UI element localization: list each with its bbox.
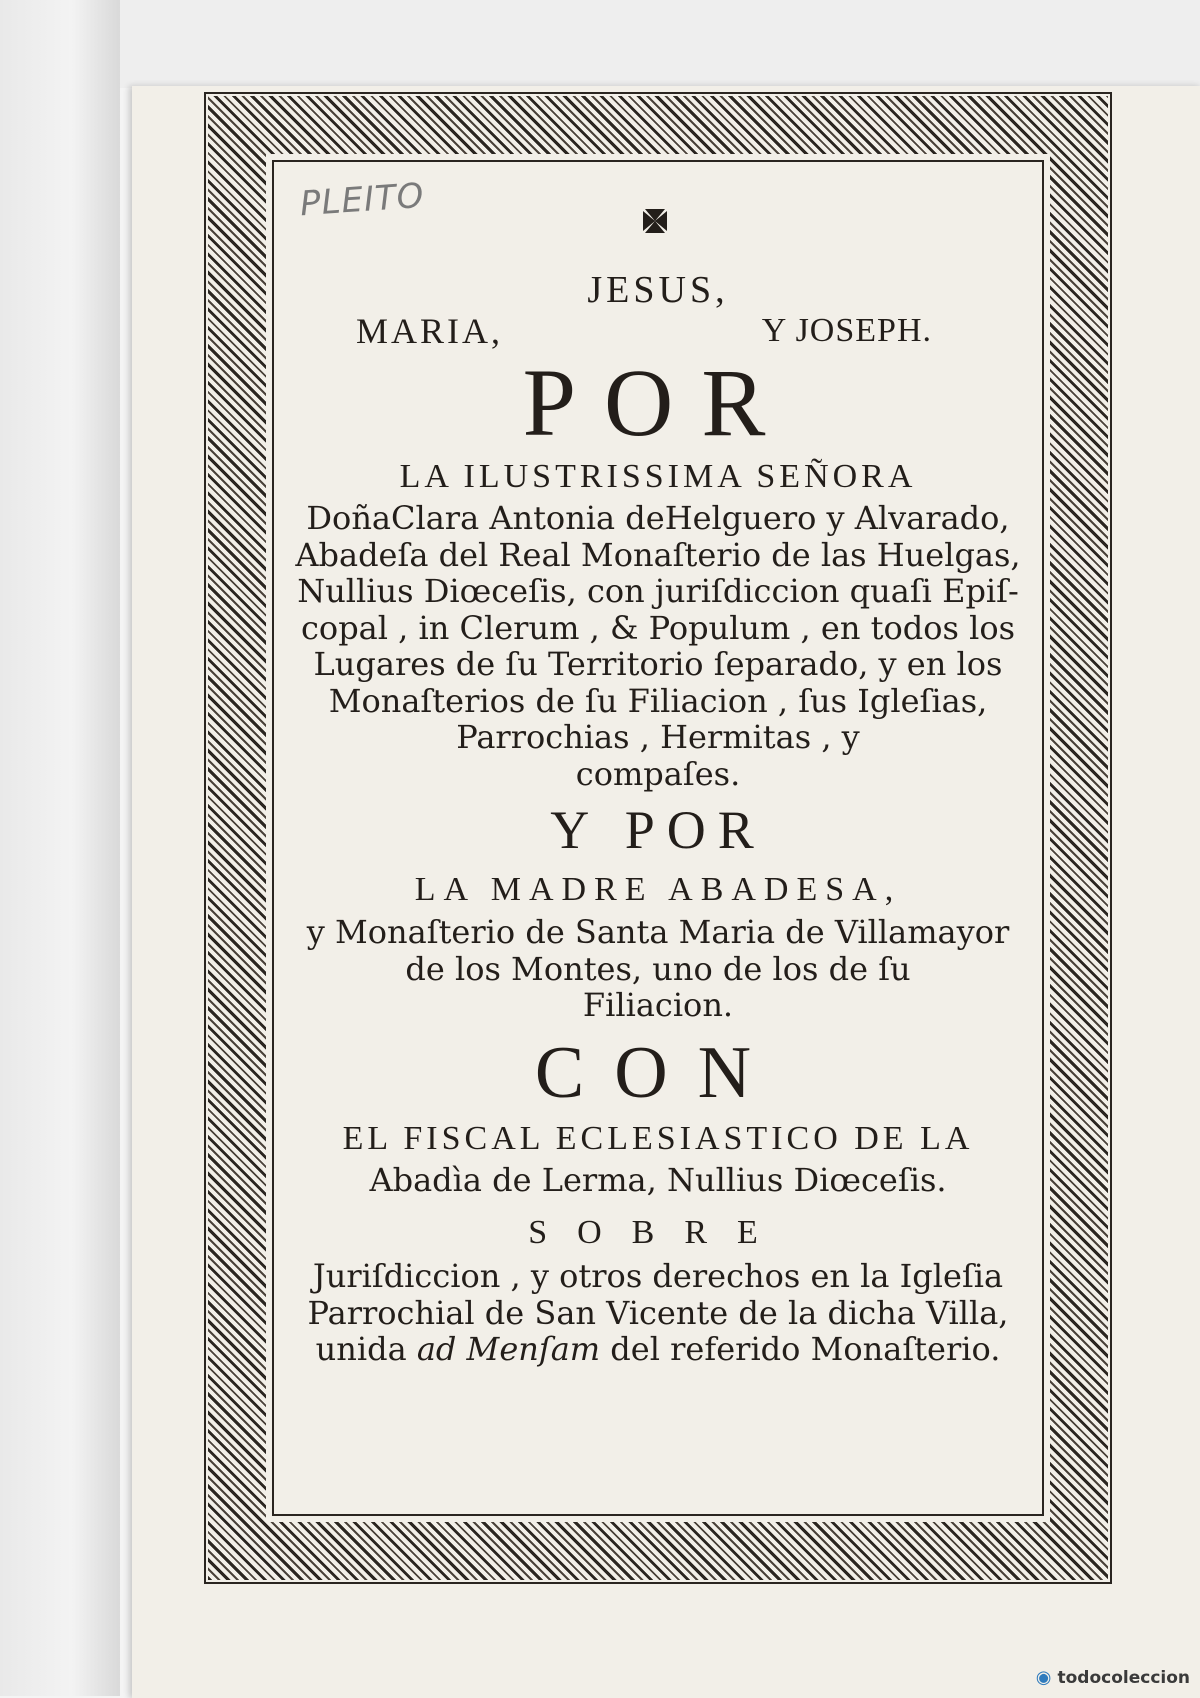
second-party-block xyxy=(276,914,1040,1024)
text-line-final xyxy=(276,1331,1040,1368)
text-line: Abadeſa del Real Monaſterio de las Huelgas, xyxy=(295,535,1021,574)
invocation xyxy=(276,250,1040,350)
text-line: DoñaClara Antonia deHelguero y Alvarado, xyxy=(306,499,1010,537)
text-fragment: del referido Monaſterio. xyxy=(600,1330,1001,1368)
opponent-line: Abadìa de Lerma, Nullius Diœceſis. xyxy=(369,1160,947,1199)
text-line: compaſes. xyxy=(575,754,741,793)
title-page-text xyxy=(276,250,1040,1368)
watermark-text: todocoleccion xyxy=(1057,1668,1190,1688)
book-binding xyxy=(0,0,120,1696)
text-line: y Monaſterio de Santa Maria de Villamayor xyxy=(306,913,1010,951)
text-line: Nullius Diœceſis, con juriſdiccion quaſi Epiſ- xyxy=(297,572,1019,610)
heading-sobre: SOBRE xyxy=(528,1214,788,1251)
invocation-jesus: JESUS, xyxy=(587,269,729,311)
text-line: Parrochial de San Vicente de la dicha Villa, xyxy=(307,1293,1009,1332)
party-title: LA ILUSTRISSIMA SEÑORA xyxy=(399,458,917,495)
first-party-block xyxy=(276,500,1040,792)
latin-phrase: ad Menſam xyxy=(416,1330,601,1368)
background-top xyxy=(0,0,1200,88)
invocation-joseph: Y JOSEPH. xyxy=(761,312,932,349)
maltese-cross-icon xyxy=(640,206,670,236)
text-line: Monaſterios de ſu Filiacion , ſus Igleſias, xyxy=(328,681,988,720)
heading-y-por: Y POR xyxy=(550,800,766,860)
watermark xyxy=(1036,1667,1190,1688)
handwritten-note: PLEITO xyxy=(298,175,426,225)
text-line: copal , in Clerum , & Populum , en todos los xyxy=(301,608,1015,647)
text-fragment: unida xyxy=(315,1330,417,1368)
opponent-title: EL FISCAL ECLESIASTICO DE LA xyxy=(342,1119,974,1157)
text-line: Parrochias , Hermitas , y xyxy=(456,718,860,756)
todocoleccion-logo-icon: ◉ xyxy=(1035,1667,1052,1688)
text-line: Filiacion. xyxy=(582,986,734,1024)
subject-block xyxy=(276,1258,1040,1368)
second-party-title: LA MADRE ABADESA, xyxy=(414,871,902,908)
invocation-maria: MARIA, xyxy=(356,311,504,351)
text-line: Juriſdiccion , y otros derechos en la Igleſia xyxy=(312,1257,1004,1295)
heading-con: CON xyxy=(534,1031,782,1114)
heading-por: POR xyxy=(522,349,794,456)
text-line: Lugares de ſu Territorio ſeparado, y en los xyxy=(313,645,1003,683)
text-line: de los Montes, uno de los de ſu xyxy=(405,949,911,988)
